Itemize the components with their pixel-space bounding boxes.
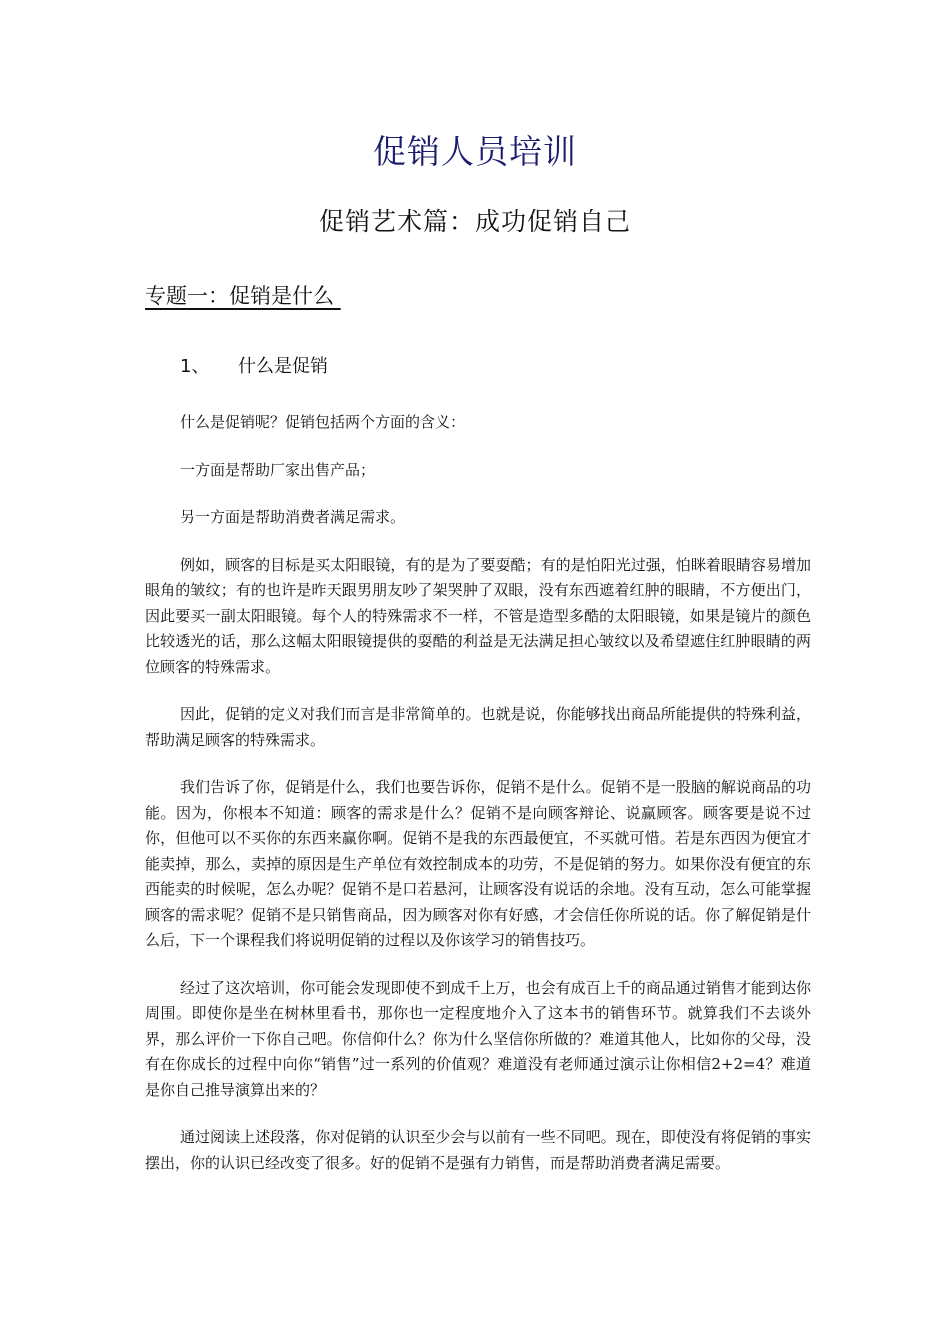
paragraph: 一方面是帮助厂家出售产品； [180, 460, 376, 479]
paragraph: 通过阅读上述段落，你对促销的认识至少会与以前有一些不同吧。现在，即使没有将促销的事实摆出，你的认识已经改变了很多。好的促销不是强有力销售，而是帮助消费者满足需要。 [145, 1128, 811, 1172]
paragraph: 另一方面是帮助消费者满足需求。 [180, 508, 406, 526]
document-title: 促销人员培训 [373, 132, 577, 171]
paragraph: 例如，顾客的目标是买太阳眼镜，有的是为了要耍酷；有的是怕阳光过强，怕眯着眼睛容易增加眼角的皱纹；有的也许是昨天跟男朋友吵了架哭肿了双眼，没有东西遮着红肿的眼睛，不方便出门，因此要买一副太阳眼镜。每个人的特殊需求不一样，不管是造型多酷的太阳眼镜，如果是镜片的颜色比较透光的话，那么这幅太阳眼镜提供的耍酷的利益是无法满足担心皱纹以及希望遮住红肿眼睛的两位顾客的特殊需求。 [145, 555, 811, 676]
topic-heading: 专题一：促销是什么 [145, 284, 341, 308]
paragraph: 经过了这次培训，你可能会发现即使不到成千上万，也会有成百上千的商品通过销售才能到达你周围。即使你是坐在树林里看书，那你也一定程度地介入了这本书的销售环节。就算我们不去谈外界，那么评价一下你自己吧。你信仰什么？你为什么坚信你所做的？难道其他人，比如你的父母，没有在你成长的过程中向你“销售”过一系列的价值观？难道没有老师通过演示让你相信2+2=4？难道是你自己推导演算出来的？ [145, 978, 811, 1099]
paragraph: 我们告诉了你，促销是什么，我们也要告诉你，促销不是什么。促销不是一股脑的解说商品的功能。因为，你根本不知道：顾客的需求是什么？促销不是向顾客辩论、说赢顾客。顾客要是说不过你，但他可以不买你的东西来赢你啊。促销不是我的东西最便宜，不买就可惜。若是东西因为便宜才能卖掉，那么，卖掉的原因是生产单位有效控制成本的功劳，不是促销的努力。如果你没有便宜的东西能卖的时候呢，怎么办呢？促销不是口若悬河，让顾客没有说话的余地。没有互动，怎么可能掌握顾客的需求呢？促销不是只销售商品，因为顾客对你有好感，才会信任你所说的话。你了解促销是什么后，下一个课程我们将说明促销的过程以及你该学习的销售技巧。 [145, 778, 811, 949]
section-number: 1、 [180, 356, 210, 377]
document-body [145, 410, 811, 1198]
section-heading [180, 352, 328, 382]
paragraph: 什么是促销呢？促销包括两个方面的含义： [180, 413, 466, 431]
document-subtitle: 促销艺术篇：成功促销自己 [318, 207, 631, 236]
paragraph: 因此，促销的定义对我们而言是非常简单的。也就是说，你能够找出商品所能提供的特殊利益，帮助满足顾客的特殊需求。 [145, 705, 811, 749]
section-title: 什么是促销 [238, 356, 328, 377]
